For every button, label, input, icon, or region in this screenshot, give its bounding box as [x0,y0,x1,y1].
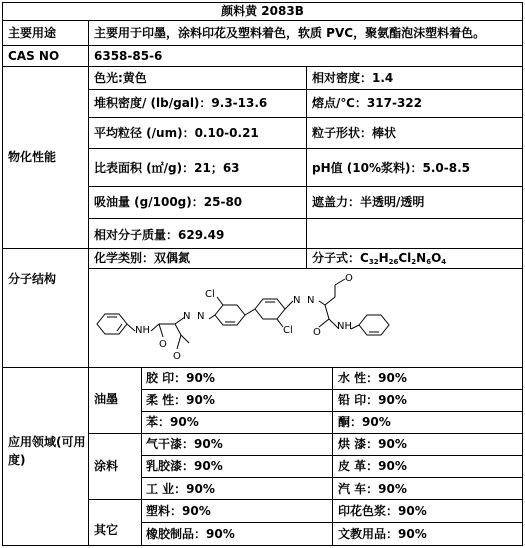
app-stationery: 文教用品：90% [338,527,427,541]
cas-label: CAS NO [8,49,60,63]
nh-label-right: NH [337,321,352,332]
azo-label-right-2: N [307,295,315,306]
group-other: 其它 [94,523,119,537]
app-plastic: 塑料：90% [146,504,211,518]
main-use-value: 主要用于印墨，涂料印花及塑料着色，软质 PVC，聚氨酯泡沫塑料着色。 [94,26,486,40]
app-air-dry: 气干漆：90% [146,437,223,451]
cl-label-right: Cl [283,325,293,336]
app-benzene: 苯：90% [146,415,199,429]
nh-label-left: NH [135,325,150,336]
cl-label-left: Cl [205,289,215,300]
o-label-right-ketone: O [345,273,353,284]
molecular-structure-diagram [89,269,522,367]
app-water-based: 水 性：90% [338,371,407,385]
azo-label-left: N [183,311,191,322]
group-ink: 油墨 [94,392,119,406]
prop-bulk-density: 堆积密度/ (lb/gal)：9.3-13.6 [94,96,268,110]
prop-melting-point: 熔点/℃：317-322 [312,96,422,110]
app-flexo: 柔 性：90% [146,393,215,407]
cas-value: 6358-85-6 [94,49,163,63]
prop-particle-shape: 粒子形状：棒状 [312,126,397,140]
prop-molecular-weight: 相对分子质量：629.49 [94,228,225,242]
prop-density: 相对密度：1.4 [312,71,394,85]
o-label-right-amide: O [313,327,321,338]
app-ketone: 酮：90% [338,415,391,429]
app-print-paste: 印花色浆：90% [338,504,427,518]
applications-label: 应用领域(可用度) [8,435,86,467]
group-coating: 涂料 [94,459,119,473]
prop-hiding-power: 遮盖力：半透明/透明 [312,195,425,209]
o-label-left-ketone: O [173,351,181,362]
app-latex: 乳胶漆：90% [146,459,223,473]
structure-label: 分子结构 [8,272,57,286]
prop-color: 色光:黄色 [94,71,147,85]
app-baking: 烘 漆：90% [338,437,407,451]
app-automotive: 汽 车：90% [338,482,407,496]
page-title: 颜料黄 2083B [221,4,304,18]
prop-oil-absorption: 吸油量 (g/100g)：25-80 [94,195,243,209]
prop-particle-size: 平均粒径 (/um)：0.10-0.21 [94,126,259,140]
azo-label-left-2: N [197,311,205,322]
app-leather: 皮 革：90% [338,459,407,473]
o-label-left-amide: O [159,339,167,350]
app-industrial: 工 业：90% [146,482,215,496]
prop-ph: pH值 (10%浆料)：5.0-8.5 [312,161,470,175]
azo-label-right: N [293,295,301,306]
physchem-label: 物化性能 [8,150,57,164]
molecular-formula: 分子式：$C_{32}H_{26}Cl_2N_6O_4$ [312,251,447,266]
app-offset-print: 胶 印：90% [146,371,215,385]
chem-class: 化学类别：双偶氮 [94,251,191,265]
prop-surface-area: 比表面积 (㎡/g)：21；63 [94,161,240,175]
app-rubber: 橡胶制品：90% [146,527,235,541]
main-use-label: 主要用途 [8,26,57,40]
app-letterpress: 铅 印：90% [338,393,407,407]
